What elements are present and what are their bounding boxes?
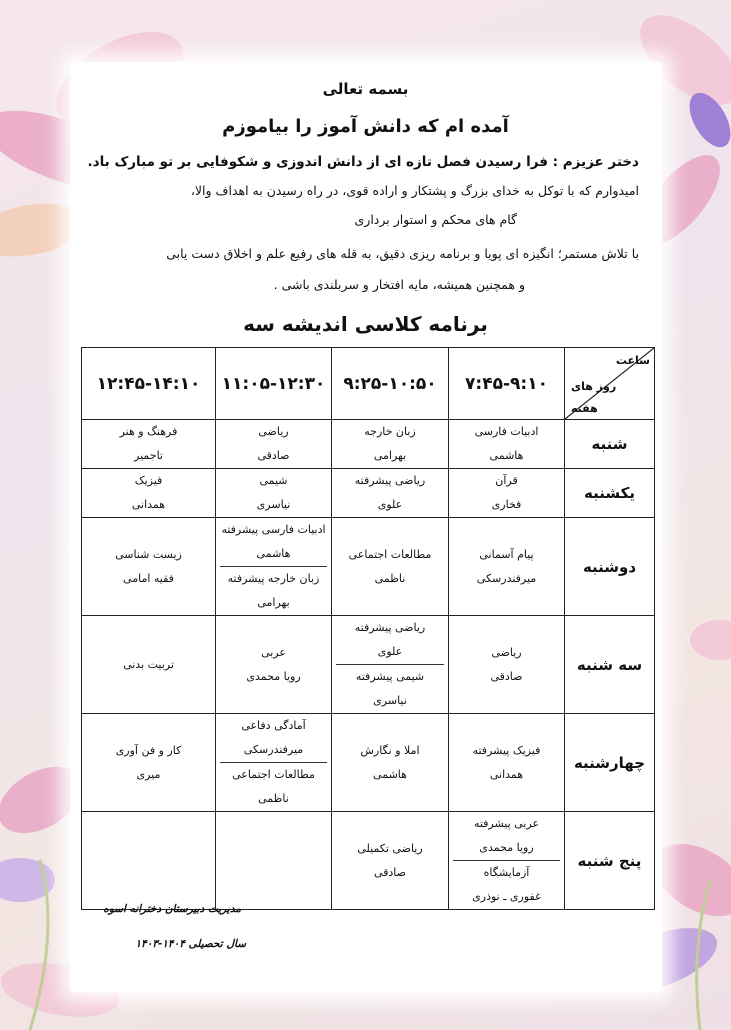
corner-label-days: روز های: [571, 380, 617, 393]
schedule-cell: [216, 518, 332, 616]
schedule-cell: [216, 714, 332, 812]
teacher-name: هاشمی: [373, 767, 407, 781]
teacher-name: هاشمی: [489, 449, 524, 462]
subject-name: ادبیات فارسی: [474, 425, 539, 438]
subject-name: تربیت بدنی: [123, 657, 174, 671]
schedule-cell: [82, 420, 216, 469]
subject-name: ریاضی تکمیلی: [357, 841, 423, 855]
teacher-name: تاجمیر: [134, 449, 163, 462]
teacher-name: نیاسری: [256, 498, 291, 511]
subject-name: کار و فن آوری: [115, 743, 182, 757]
schedule-title: برنامه کلاسی اندیشه سه: [243, 312, 488, 336]
teacher-name: میرفندرسکی: [243, 743, 304, 756]
school-year: سال تحصیلی ۱۴۰۴-۱۴۰۳: [135, 938, 246, 950]
subject-name: آمادگی دفاعی: [241, 719, 306, 732]
schedule-cell: [332, 714, 449, 812]
subject-name: ریاضی: [258, 425, 289, 438]
teacher-name: نیاسری: [373, 694, 407, 707]
schedule-cell: [82, 469, 216, 518]
subject-name: زیست شناسی: [115, 547, 182, 561]
teacher-name: علوی: [377, 498, 403, 511]
teacher-name: هاشمی: [256, 547, 291, 560]
schedule-cell: [332, 420, 449, 469]
class-schedule-table: [81, 347, 655, 910]
day-label: پنج شنبه: [565, 812, 655, 910]
subject-name: فرهنگ و هنر: [119, 425, 178, 438]
time-slot-3: ۱۱:۰۵-۱۲:۳۰: [216, 348, 332, 420]
teacher-name: ناظمی: [374, 571, 406, 585]
subject-name: فیزیک پیشرفته: [472, 743, 541, 757]
teacher-name: غفوری ـ نوذری: [472, 890, 541, 903]
teacher-name: میرفندرسکی: [476, 571, 537, 585]
subject-name: مطالعات اجتماعی: [348, 547, 432, 561]
subject-name: ریاضی پیشرفته: [354, 621, 426, 634]
time-slot-4: ۱۲:۴۵-۱۴:۱۰: [82, 348, 216, 420]
schedule-cell: [216, 812, 332, 910]
teacher-name: رویا محمدی: [479, 841, 534, 854]
schedule-cell: [449, 518, 565, 616]
day-label: دوشنبه: [565, 518, 655, 616]
schedule-cell: [332, 469, 449, 518]
corner-label-week: هفته: [571, 402, 598, 415]
teacher-name: فخاری: [491, 498, 522, 511]
schedule-cell: [216, 469, 332, 518]
teacher-name: صادقی: [490, 669, 523, 683]
teacher-name: رویا محمدی: [246, 669, 301, 683]
subject-name: آزمایشگاه: [483, 866, 530, 879]
teacher-name: صادقی: [373, 865, 407, 879]
teacher-name: همدانی: [489, 767, 524, 781]
schedule-cell: [82, 812, 216, 910]
subject-name: ریاضی: [491, 645, 522, 659]
schedule-cell: [449, 714, 565, 812]
principal-signature: مدیریت دبیرستان دخترانه اسوه: [103, 903, 241, 915]
subject-name: ریاضی پیشرفته: [354, 474, 426, 487]
schedule-cell: [449, 469, 565, 518]
subject-name: زبان خارجه: [364, 425, 416, 438]
schedule-cell: [332, 518, 449, 616]
schedule-cell: [82, 616, 216, 714]
day-label: سه شنبه: [565, 616, 655, 714]
intro-line-3: گام های محکم و استوار برداری: [354, 212, 517, 227]
subject-name: پیام آسمانی: [479, 547, 534, 561]
time-slot-2: ۹:۲۵-۱۰:۵۰: [332, 348, 449, 420]
schedule-cell: [449, 420, 565, 469]
teacher-name: صادقی: [257, 449, 290, 462]
intro-line-4: با تلاش مستمر؛ انگیزه ای پویا و برنامه ریزی دقیق، به قله های رفیع علم و اخلاق دست یابی: [166, 246, 639, 261]
header-row: [82, 348, 655, 420]
schedule-cell: [82, 518, 216, 616]
day-row: [82, 469, 655, 518]
subject-name: عربی: [261, 645, 286, 659]
schedule-cell: [216, 616, 332, 714]
intro-line-1: دختر عزیزم : فرا رسیدن فصل تازه ای از دانش اندوزی و شکوفایی بر تو مبارک باد.: [87, 154, 639, 170]
teacher-name: همدانی: [131, 498, 166, 511]
corner-label-time: ساعت: [615, 354, 650, 367]
schedule-cell: [332, 616, 449, 714]
subject-name: عربی پیشرفته: [473, 817, 540, 830]
intro-line-2: امیدوارم که با توکل به خدای بزرگ و پشتکار و اراده قوی، در راه رسیدن به اهداف والا،: [190, 183, 639, 198]
day-row: [82, 518, 655, 616]
subject-name: املا و نگارش: [360, 743, 420, 757]
teacher-name: فقیه امامی: [123, 571, 174, 585]
teacher-name: بهرامی: [257, 596, 290, 609]
teacher-name: ناظمی: [258, 792, 289, 805]
schedule-cell: [332, 812, 449, 910]
schedule-cell: [449, 812, 565, 910]
subject-name: شیمی پیشرفته: [355, 670, 425, 683]
intro-line-5: و همچنین همیشه، مایه افتخار و سربلندی باشی .: [273, 277, 525, 292]
subject-name: زبان خارجه پیشرفته: [227, 572, 320, 585]
subject-name: مطالعات اجتماعی: [232, 768, 315, 781]
day-row: [82, 420, 655, 469]
subject-name: ادبیات فارسی پیشرفته: [221, 523, 326, 536]
day-label: چهارشنبه: [565, 714, 655, 812]
subject-name: قرآن: [495, 474, 518, 487]
basmala: بسمه تعالی: [322, 80, 409, 98]
subject-name: فیزیک: [134, 474, 163, 487]
day-label: یکشنبه: [565, 469, 655, 518]
day-label: شنبه: [565, 420, 655, 469]
schedule-cell: [449, 616, 565, 714]
day-row: [82, 616, 655, 714]
teacher-name: بهرامی: [373, 449, 407, 462]
teacher-name: علوی: [377, 645, 403, 658]
day-row: [82, 812, 655, 910]
schedule-cell: [82, 714, 216, 812]
day-row: [82, 714, 655, 812]
time-slot-1: ۷:۴۵-۹:۱۰: [449, 348, 565, 420]
teacher-name: میری: [136, 767, 161, 781]
schedule-cell: [216, 420, 332, 469]
subject-name: شیمی: [259, 474, 288, 487]
corner-cell: [565, 348, 655, 420]
page-title: آمده ام که دانش آموز را بیاموزم: [222, 116, 509, 137]
